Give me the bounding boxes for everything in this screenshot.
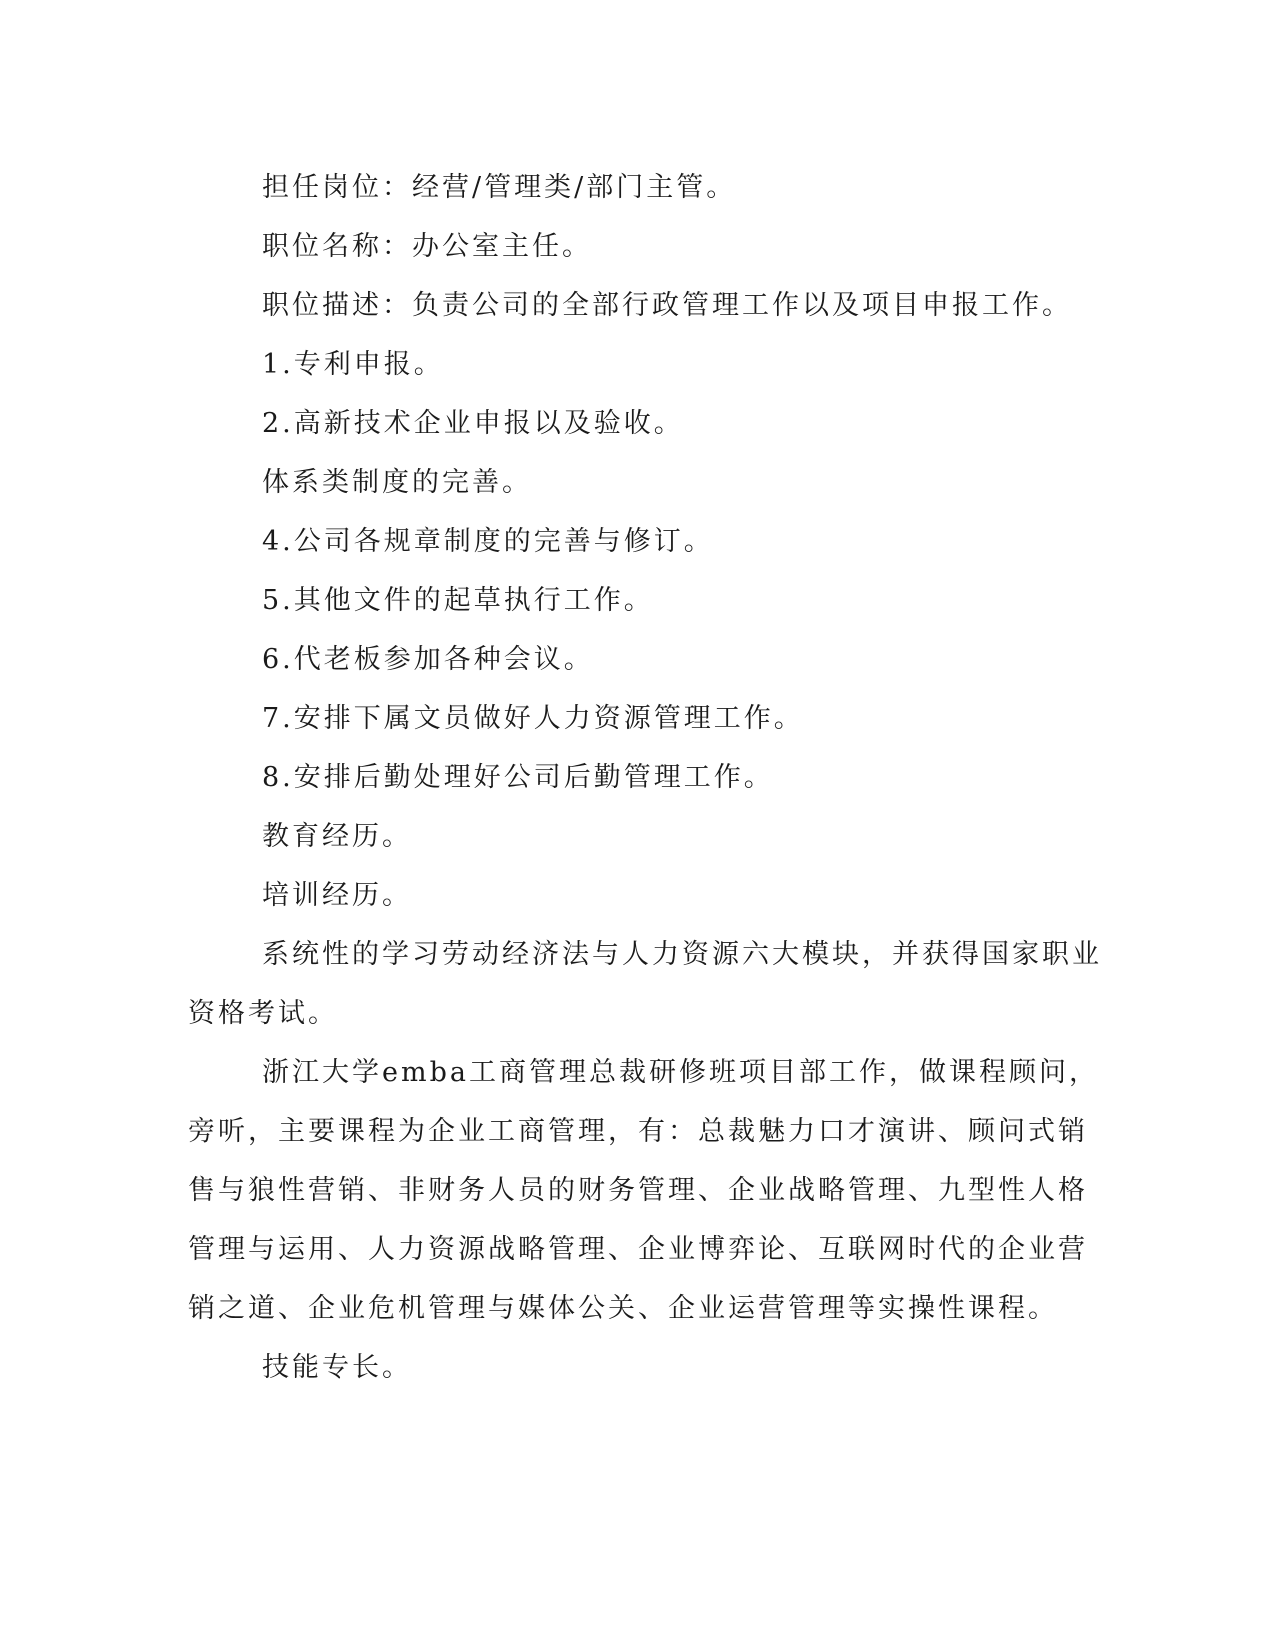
training-paragraph-2-line-4: 管理与运用、人力资源战略管理、企业博弈论、互联网时代的企业营	[188, 1234, 1088, 1265]
duty-item-1: 1.专利申报。	[262, 349, 444, 380]
duty-item-6: 6.代老板参加各种会议。	[262, 644, 594, 675]
training-paragraph-2-line-5: 销之道、企业危机管理与媒体公关、企业运营管理等实操性课程。	[188, 1293, 1058, 1324]
training-paragraph-1-line-2: 资格考试。	[188, 998, 338, 1029]
position-held-line: 担任岗位：经营/管理类/部门主管。	[262, 172, 737, 203]
training-paragraph-2-line-1: 浙江大学emba工商管理总裁研修班项目部工作，做课程顾问，	[262, 1057, 1099, 1088]
training-paragraph-2-line-3: 售与狼性营销、非财务人员的财务管理、企业战略管理、九型性人格	[188, 1175, 1088, 1206]
duty-item-8: 8.安排后勤处理好公司后勤管理工作。	[262, 762, 774, 793]
duty-item-5: 5.其他文件的起草执行工作。	[262, 585, 654, 616]
duty-item-2: 2.高新技术企业申报以及验收。	[262, 408, 684, 439]
duty-item-4: 4.公司各规章制度的完善与修订。	[262, 526, 714, 557]
education-heading: 教育经历。	[262, 821, 412, 852]
duty-item-7: 7.安排下属文员做好人力资源管理工作。	[262, 703, 804, 734]
job-title-line: 职位名称：办公室主任。	[262, 231, 592, 262]
skills-heading: 技能专长。	[262, 1352, 412, 1383]
duty-item-3: 体系类制度的完善。	[262, 467, 532, 498]
training-paragraph-2-line-2: 旁听，主要课程为企业工商管理，有：总裁魅力口才演讲、顾问式销	[188, 1116, 1088, 1147]
training-heading: 培训经历。	[262, 880, 412, 911]
training-paragraph-1-line-1: 系统性的学习劳动经济法与人力资源六大模块，并获得国家职业	[262, 939, 1102, 970]
job-description-line: 职位描述：负责公司的全部行政管理工作以及项目申报工作。	[262, 290, 1072, 321]
